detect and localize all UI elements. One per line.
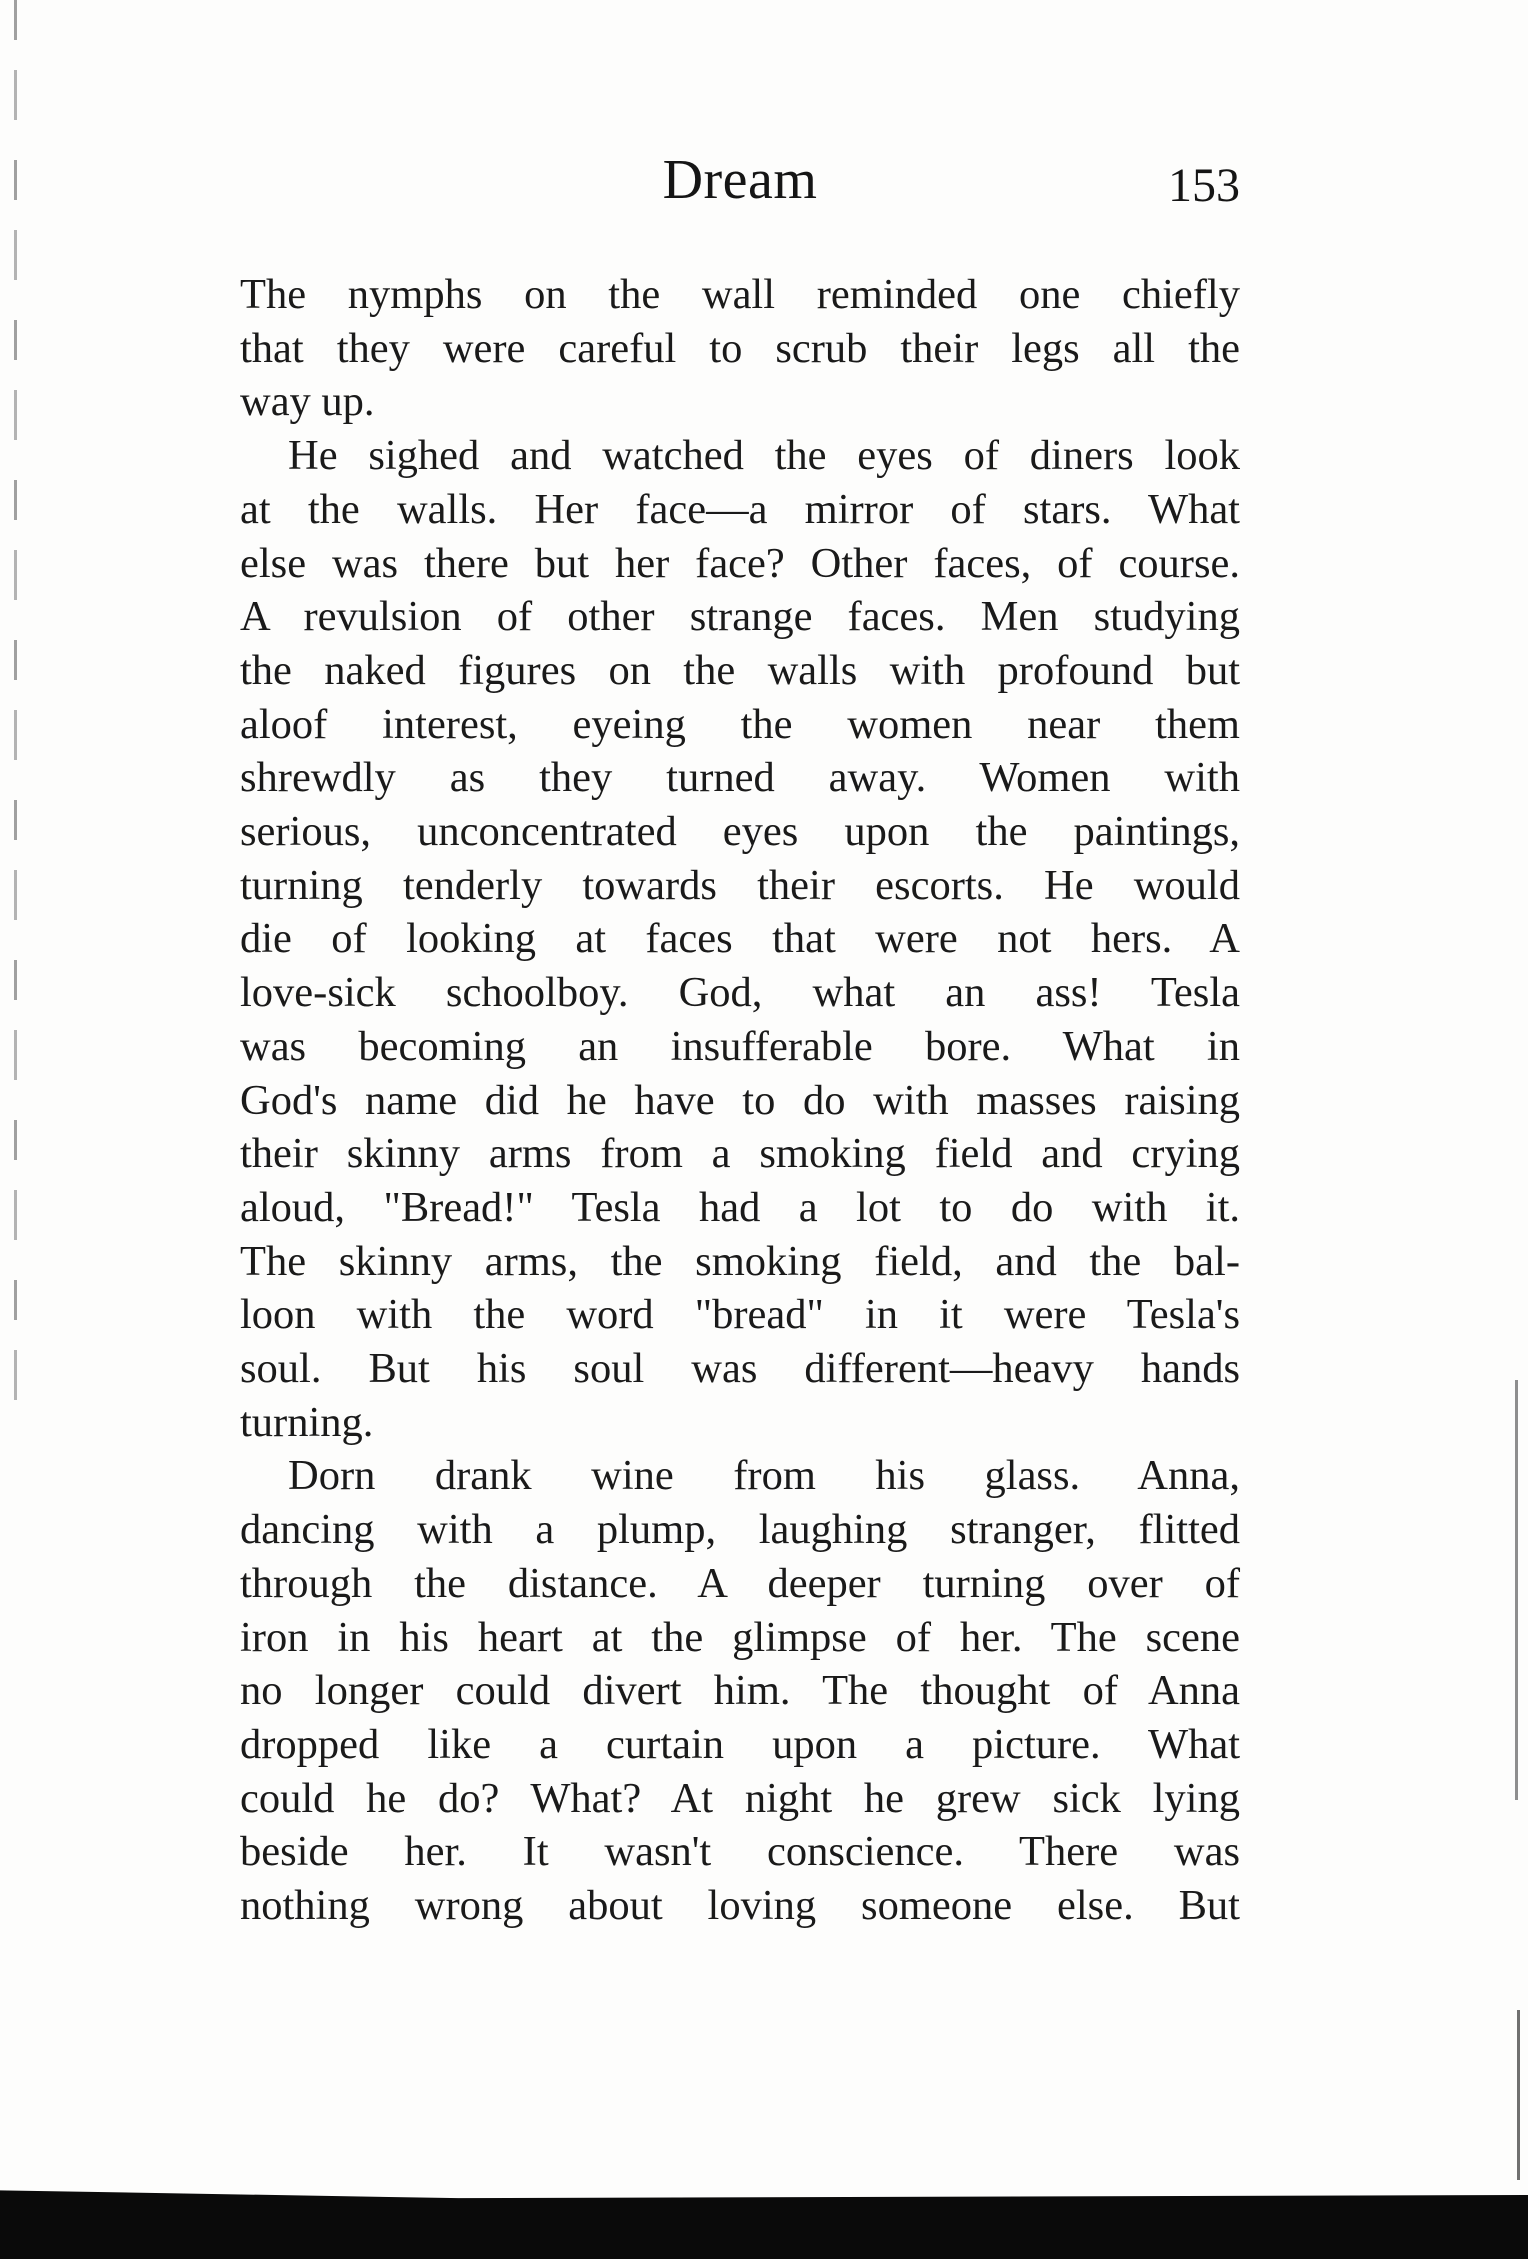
text-line: through the distance. A deeper turning over of [240, 1559, 1240, 1607]
body-text [240, 268, 1240, 1933]
text-line: turning. [240, 1398, 374, 1446]
text-line: turning tenderly towards their escorts. He would [240, 861, 1240, 909]
paragraph-1 [240, 268, 1240, 429]
scan-edge-left [14, 0, 17, 1440]
page-number: 153 [1168, 159, 1240, 212]
text-line: beside her. It wasn't conscience. There was [240, 1828, 1240, 1876]
page-header [240, 140, 1240, 220]
text-line: nothing wrong about loving someone else. But [240, 1882, 1240, 1930]
paragraph-2 [240, 429, 1240, 1449]
text-line: The nymphs on the wall reminded one chiefly [240, 271, 1240, 318]
text-line: die of looking at faces that were not hers. A [240, 915, 1240, 963]
text-line: A revulsion of other strange faces. Men studying [240, 593, 1240, 641]
text-line: aloud, "Bread!" Tesla had a lot to do with it. [240, 1183, 1240, 1231]
scan-edge-right [1515, 1380, 1518, 1800]
text-line: serious, unconcentrated eyes upon the paintings, [240, 808, 1240, 856]
text-line: that they were careful to scrub their legs all the [240, 324, 1240, 372]
text-line: dancing with a plump, laughing stranger, flitted [240, 1506, 1240, 1554]
text-line: no longer could divert him. The thought of Anna [240, 1667, 1240, 1715]
paragraph-3 [240, 1449, 1240, 1932]
text-line: The skinny arms, the smoking field, and the bal- [240, 1237, 1240, 1285]
text-line: way up. [240, 378, 375, 426]
text-line: at the walls. Her face—a mirror of stars. What [240, 485, 1240, 533]
text-line: soul. But his soul was different—heavy hands [240, 1345, 1240, 1393]
text-line: dropped like a curtain upon a picture. What [240, 1720, 1240, 1768]
text-line: was becoming an insufferable bore. What in [240, 1022, 1240, 1070]
scan-edge-right-lower [1517, 2010, 1520, 2180]
text-line: else was there but her face? Other faces, of course. [240, 539, 1240, 587]
scan-bottom-shadow [0, 2181, 1528, 2259]
text-line: He sighed and watched the eyes of diners look [288, 432, 1240, 480]
text-line: their skinny arms from a smoking field and crying [240, 1130, 1240, 1178]
text-line: could he do? What? At night he grew sick lying [240, 1774, 1240, 1822]
text-line: the naked figures on the walls with profound but [240, 646, 1240, 694]
text-line: love-sick schoolboy. God, what an ass! Tesla [240, 969, 1240, 1017]
text-line: iron in his heart at the glimpse of her. The scene [240, 1613, 1240, 1661]
text-line: shrewdly as they turned away. Women with [240, 754, 1240, 802]
text-line: loon with the word "bread" in it were Tesla's [240, 1291, 1240, 1339]
text-line: God's name did he have to do with masses raising [240, 1076, 1240, 1124]
text-line: Dorn drank wine from his glass. Anna, [288, 1452, 1240, 1500]
text-line: aloof interest, eyeing the women near them [240, 700, 1240, 748]
running-title: Dream [662, 149, 818, 211]
